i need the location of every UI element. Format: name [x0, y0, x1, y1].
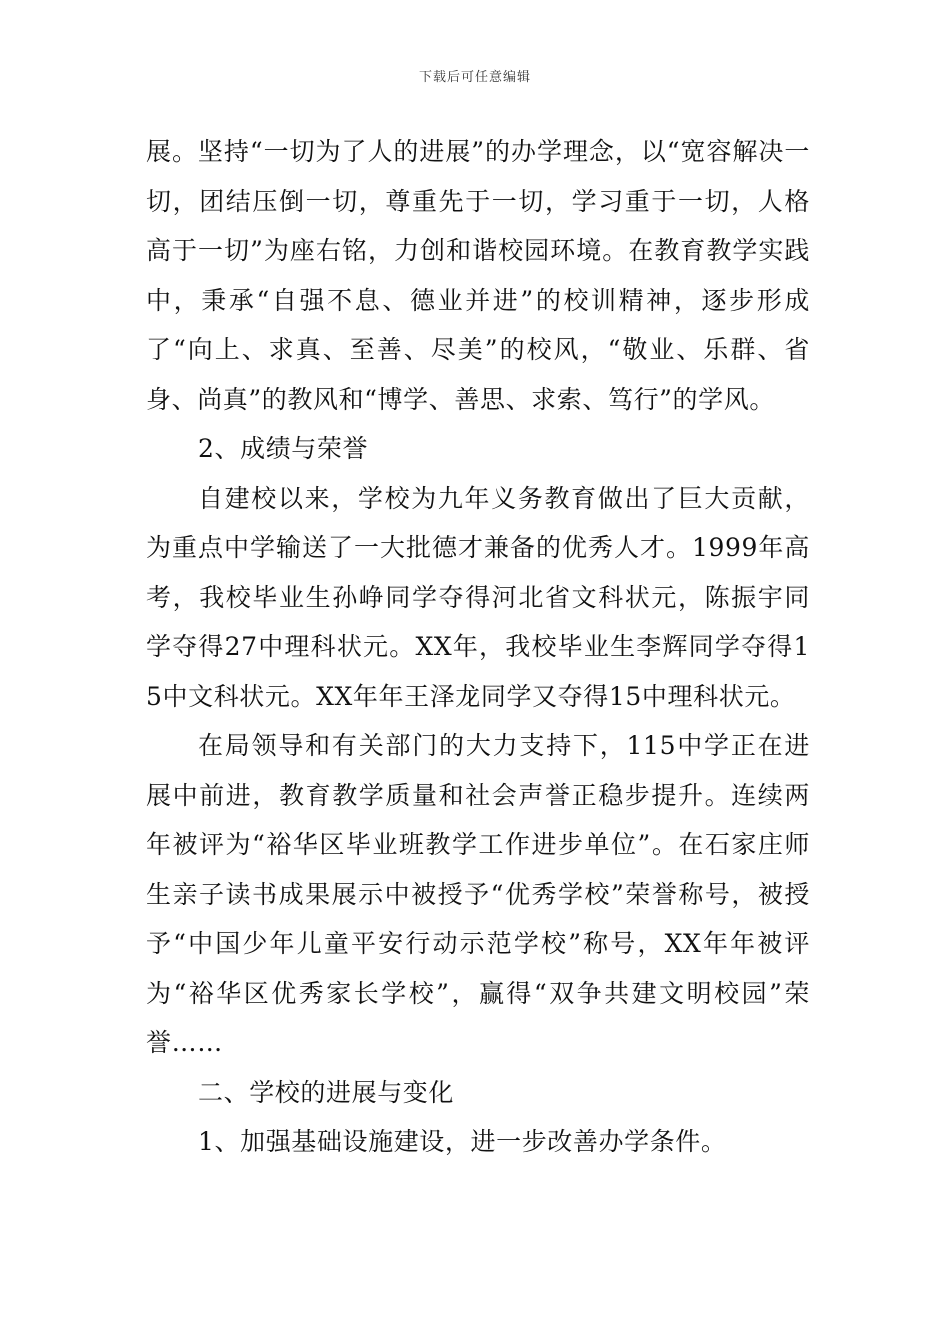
paragraph-school-philosophy: 展。坚持“一切为了人的进展”的办学理念，以“宽容解决一切，团结压倒一切，尊重先于一切，学习重于一切，人格高于一切”为座右铭，力创和谐校园环境。在教育教学实践中，秉承“自强不息、德业并进”的校训精神，逐步形成了“向上、求真、至善、尽美”的校风，“敬业、乐群、省身、尚真”的教风和“博学、善思、求索、笃行”的学风。 — [146, 137, 810, 414]
section-heading-development: 二、学校的进展与变化 — [198, 1077, 455, 1107]
document-body — [146, 127, 810, 1167]
paragraph-achievements: 自建校以来，学校为九年义务教育做出了巨大贡献，为重点中学输送了一大批德才兼备的优秀人才。1999年高考，我校毕业生孙峥同学夺得河北省文科状元，陈振宇同学夺得27中理科状元。XX年，我校毕业生李辉同学夺得15中文科状元。XX年年王泽龙同学又夺得15中理科状元。 — [146, 483, 810, 711]
paragraph-honors: 在局领导和有关部门的大力支持下，115中学正在进展中前进，教育教学质量和社会声誉正稳步提升。连续两年被评为“裕华区毕业班教学工作进步单位”。在石家庄师生亲子读书成果展示中被授予“优秀学校”荣誉称号，被授予“中国少年儿童平安行动示范学校”称号，XX年年被评为“裕华区优秀家长学校”，赢得“双争共建文明校园”荣誉…… — [146, 731, 810, 1057]
subsection-heading-infrastructure: 1、加强基础设施建设，进一步改善办学条件。 — [198, 1127, 727, 1156]
section-heading-achievements: 2、成绩与荣誉 — [198, 434, 369, 463]
page-header: 下载后可任意编辑 — [418, 70, 531, 85]
